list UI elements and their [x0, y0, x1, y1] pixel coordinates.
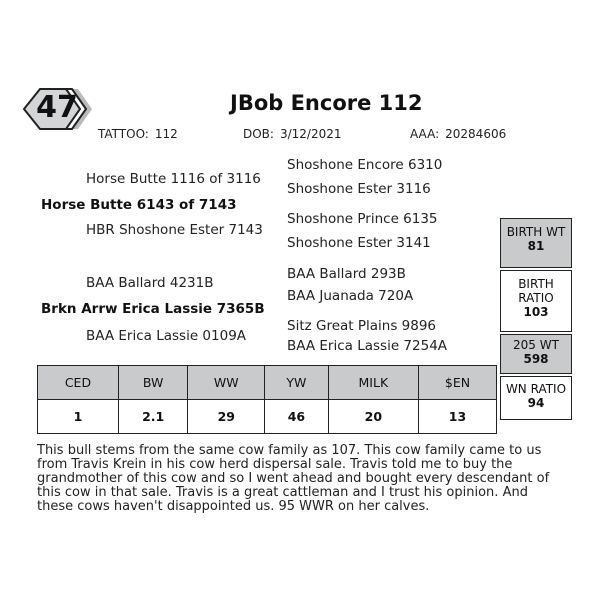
lot-badge [22, 86, 92, 132]
sire-sire: Horse Butte 1116 of 3116 [86, 171, 261, 187]
epd-value-en: 13 [418, 400, 496, 434]
birth-ratio-value: 103 [523, 305, 549, 319]
dam-sire-dam: BAA Juanada 720A [287, 288, 414, 304]
aaa-label: AAA: [410, 127, 440, 141]
wn-ratio-box [500, 376, 572, 420]
epd-header-ww: WW [188, 366, 265, 400]
dam-dam-sire: Sitz Great Plains 9896 [287, 318, 437, 334]
epd-header-yw: YW [265, 366, 329, 400]
sire-dam-dam: Shoshone Ester 3141 [287, 235, 431, 251]
epd-value-ced: 1 [38, 400, 119, 434]
dob-field [243, 127, 342, 141]
sire-sire-dam: Shoshone Ester 3116 [287, 181, 431, 197]
dob-label: DOB: [243, 127, 274, 141]
birth-wt-label: BIRTH WT [506, 225, 566, 239]
dam-dam-dam: BAA Erica Lassie 7254A [287, 338, 448, 354]
sire-dam-sire: Shoshone Prince 6135 [287, 211, 438, 227]
aaa-value: 20284606 [445, 127, 507, 141]
birth-ratio-label-1: BIRTH [518, 277, 554, 291]
lot-number: 47 [36, 90, 78, 125]
aaa-field [410, 127, 506, 141]
epd-header-bw: BW [118, 366, 188, 400]
wt205-value: 598 [523, 352, 549, 366]
epd-header-milk: MILK [328, 366, 418, 400]
tattoo-field [98, 127, 178, 141]
epd-value-bw: 2.1 [118, 400, 188, 434]
birth-ratio-label-2: RATIO [518, 291, 554, 305]
wt205-box [500, 334, 572, 374]
sire-sire-sire: Shoshone Encore 6310 [287, 157, 443, 173]
animal-name: JBob Encore 112 [230, 91, 423, 115]
epd-value-row [38, 400, 497, 434]
lot-description: This bull stems from the same cow family as 107. This cow family came to us from Travis Krein in his cow herd dispersal sale. Travis told me to buy the grandmother of this cow and so I went ahead and bought every descendant of this cow in that sale. Travis is a great cattleman and I trust his opinion. And these cows haven't disappointed us. 95 WWR on her calves. [37, 443, 550, 514]
wn-ratio-value: 94 [527, 396, 545, 410]
epd-value-milk: 20 [328, 400, 418, 434]
wt205-label: 205 WT [513, 338, 559, 352]
epd-value-yw: 46 [265, 400, 329, 434]
epd-table [37, 365, 497, 434]
birth-ratio-box [500, 270, 572, 332]
epd-header-ced: CED [38, 366, 119, 400]
dam-sire: BAA Ballard 4231B [86, 275, 214, 291]
epd-header-row [38, 366, 497, 400]
dob-value: 3/12/2021 [279, 127, 342, 141]
epd-value-ww: 29 [188, 400, 265, 434]
dam-dam: BAA Erica Lassie 0109A [86, 328, 247, 344]
birth-wt-value: 81 [527, 239, 545, 253]
sire: Horse Butte 6143 of 7143 [41, 197, 237, 213]
tattoo-value: 112 [154, 127, 178, 141]
wn-ratio-label: WN RATIO [505, 382, 567, 396]
sire-dam: HBR Shoshone Ester 7143 [86, 222, 263, 238]
birth-wt-box [500, 218, 572, 268]
dam-sire-sire: BAA Ballard 293B [287, 266, 406, 282]
epd-header-en: $EN [418, 366, 496, 400]
tattoo-label: TATTOO: [98, 127, 149, 141]
dam: Brkn Arrw Erica Lassie 7365B [41, 301, 265, 317]
